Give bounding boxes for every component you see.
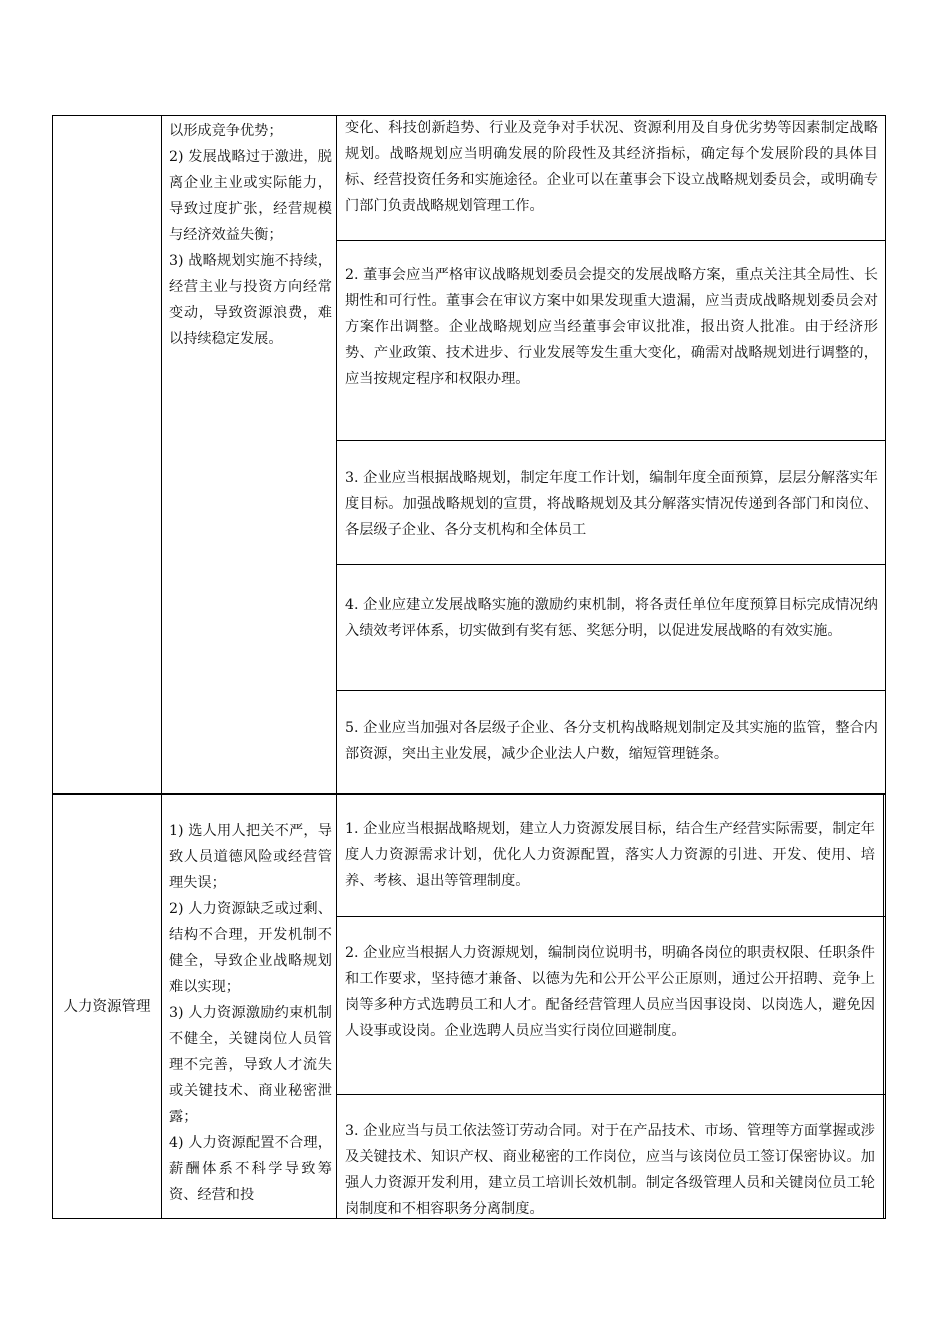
category-label: 人力资源管理 — [63, 998, 151, 1015]
control-measure: 2. 企业应当根据人力资源规划，编制岗位说明书，明确各岗位的职责权限、任职条件和工作要求，坚持德才兼备、以德为先和公开公平公正原则，通过公开招聘、竞争上岗等多种方式选聘员工和人才。配备经营管理人员应当因事设岗、以岗选人，避免因人设事或设岗。企业选聘人员应当实行岗位回避制度。 — [345, 945, 875, 1039]
risk-cell: 以形成竞争优势； 2) 发展战略过于激进，脱离企业主业或实际能力，导致过度扩张，经营规模与经济效益失衡； 3) 战略规划实施不持续，经营主业与投资方向经常变动，导致资源浪费，难以持续稳定发展。 — [169, 123, 332, 347]
control-measure: 4. 企业应建立发展战略实施的激励约束机制，将各责任单位年度预算目标完成情况纳入绩效考评体系，切实做到有奖有惩、奖惩分明，以促进发展战略的有效实施。 — [345, 597, 878, 639]
category-cell — [53, 116, 161, 793]
control-measure: 2. 董事会应当严格审议战略规划委员会提交的发展战略方案，重点关注其全局性、长期性和可行性。董事会在审议方案中如果发现重大遗漏，应当责成战略规划委员会对方案作出调整。企业战略规划应当经董事会审议批准，报出资人批准。由于经济形势、产业政策、技术进步、行业发展等发生重大变化，确需对战略规划进行调整的，应当按规定程序和权限办理。 — [345, 267, 878, 387]
control-measure: 3. 企业应当根据战略规划，制定年度工作计划，编制年度全面预算，层层分解落实年度目标。加强战略规划的宣贯，将战略规划及其分解落实情况传递到各部门和岗位、各层级子企业、各分支机构和全体员工 — [345, 470, 878, 538]
control-measure: 3. 企业应当与员工依法签订劳动合同。对于在产品技术、市场、管理等方面掌握或涉及关键技术、知识产权、商业秘密的工作岗位，应当与该岗位员工签订保密协议。加强人力资源开发利用，建立员工培训长效机制。制定各级管理人员和关键岗位员工轮岗制度和不相容职务分离制度。 — [345, 1123, 875, 1217]
control-measure: 1. 企业应当根据战略规划，建立人力资源发展目标，结合生产经营实际需要，制定年度人力资源需求计划，优化人力资源配置，落实人力资源的引进、开发、使用、培养、考核、退出等管理制度。 — [345, 821, 875, 889]
category-cell — [53, 795, 161, 1218]
control-measure: 变化、科技创新趋势、行业及竞争对手状况、资源利用及自身优劣势等因素制定战略规划。战略规划应当明确发展的阶段性及其经济指标，确定每个发展阶段的具体目标、经营投资任务和实施途径。企业可以在董事会下设立战略规划委员会，或明确专门部门负责战略规划管理工作。 — [345, 120, 878, 214]
control-measure: 5. 企业应当加强对各层级子企业、各分支机构战略规划制定及其实施的监管，整合内部资源，突出主业发展，减少企业法人户数，缩短管理链条。 — [345, 720, 878, 762]
risk-cell: 1) 选人用人把关不严，导致人员道德风险或经营管理失误； 2) 人力资源缺乏或过剩、结构不合理，开发机制不健全，导致企业战略规划难以实现； 3) 人力资源激励约束机制不健全，关键岗位人员管理不完善，导致人才流失或关键技术、商业秘密泄露； 4) 人力资源配置不合理，薪酬体系不科学导致筹资、经营和投 — [169, 823, 332, 1203]
